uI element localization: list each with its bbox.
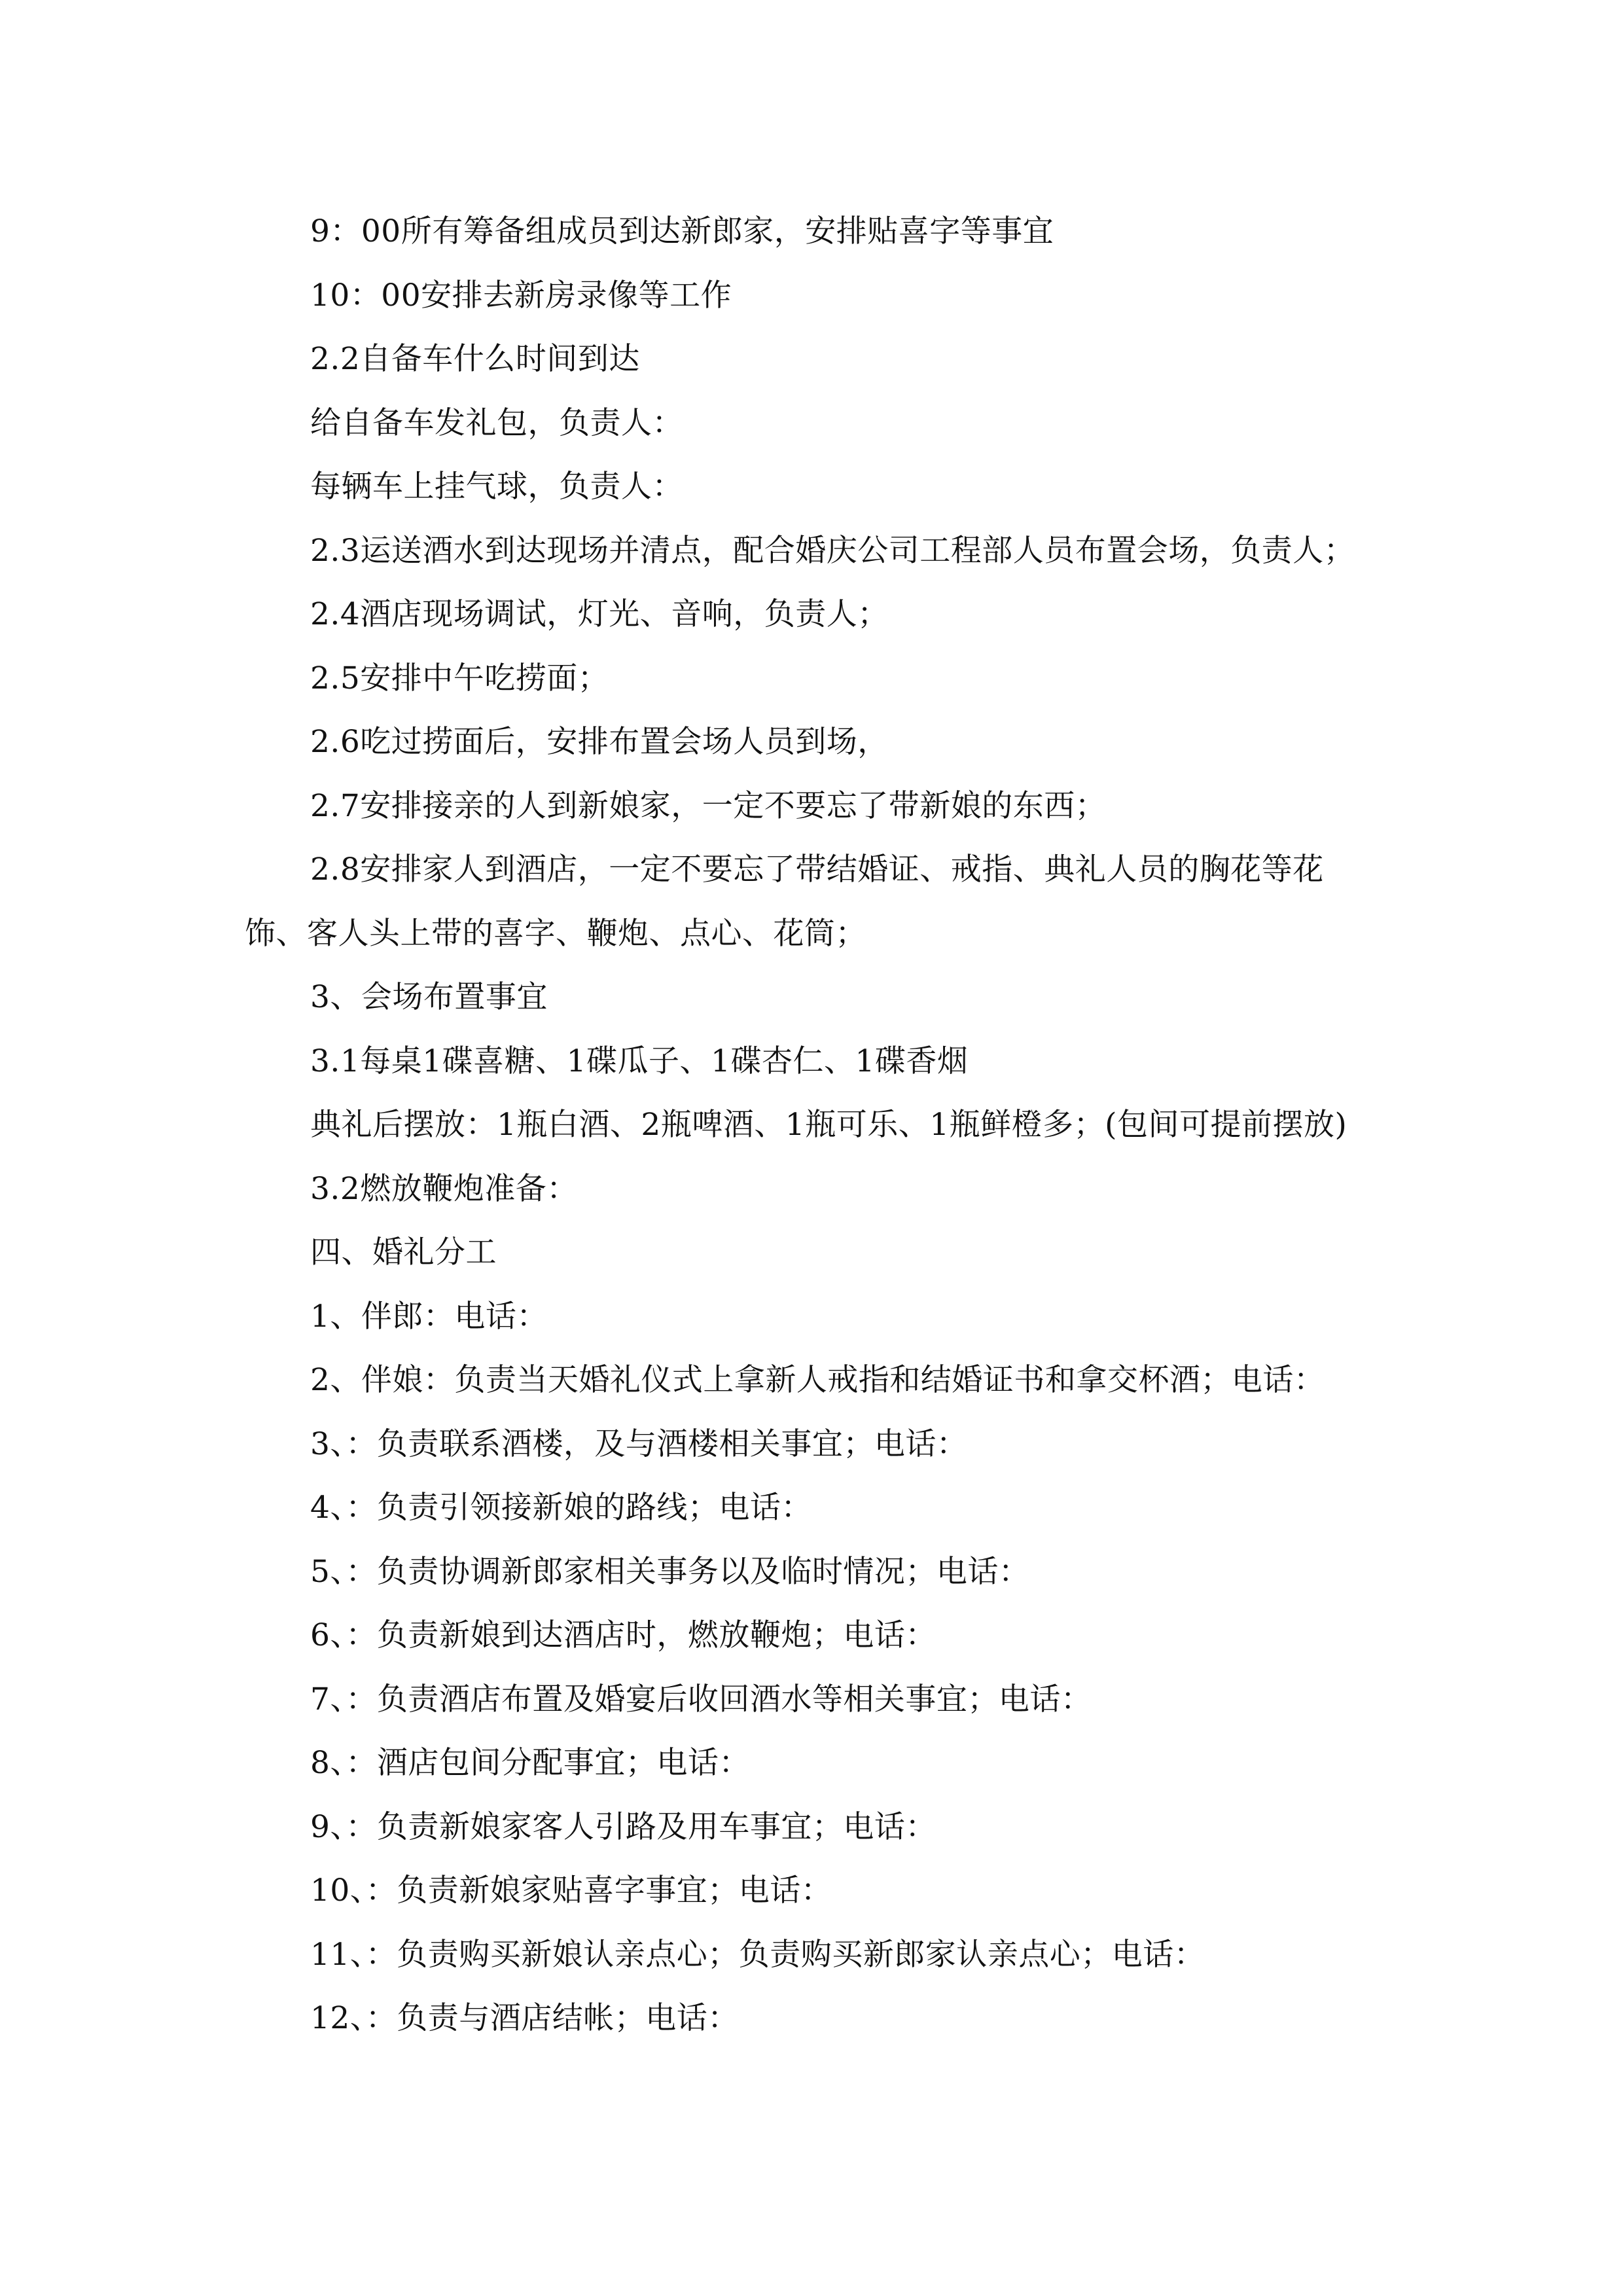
text-line: 典礼后摆放：1瓶白酒、2瓶啤酒、1瓶可乐、1瓶鲜橙多；(包间可提前摆放) <box>310 1107 1347 1143</box>
text-line: 5、：负责协调新郎家相关事务以及临时情况；电话： <box>310 1553 1030 1590</box>
text-line: 2.6吃过捞面后，安排布置会场人员到场， <box>310 724 889 760</box>
text-line: 4、：负责引领接新娘的路线；电话： <box>310 1490 812 1526</box>
section-heading: 3、会场布置事宜 <box>310 979 548 1015</box>
text-line: 2、伴娘：负责当天婚礼仪式上拿新人戒指和结婚证书和拿交杯酒；电话： <box>310 1362 1325 1398</box>
text-line: 11、：负责购买新娘认亲点心；负责购买新郎家认亲点心；电话： <box>310 1936 1205 1973</box>
text-line: 给自备车发礼包，负责人： <box>310 404 683 441</box>
text-line: 2.2自备车什么时间到达 <box>310 341 640 377</box>
text-line: 2.7安排接亲的人到新娘家，一定不要忘了带新娘的东西； <box>310 787 1107 824</box>
text-line: 9：00所有筹备组成员到达新郎家，安排贴喜字等事宜 <box>310 213 1054 249</box>
text-line: 6、：负责新娘到达酒店时，燃放鞭炮；电话： <box>310 1617 936 1653</box>
text-line: 1、伴郎：电话： <box>310 1298 548 1335</box>
text-line: 2.5安排中午吃捞面； <box>310 660 609 696</box>
text-line: 3、：负责联系酒楼，及与酒楼相关事宜；电话： <box>310 1426 968 1462</box>
text-line: 2.8安排家人到酒店，一定不要忘了带结婚证、戒指、典礼人员的胸花等花 <box>310 852 1324 888</box>
text-line: 9、：负责新娘家客人引路及用车事宜；电话： <box>310 1808 936 1845</box>
text-line: 12、：负责与酒店结帐；电话： <box>310 2000 739 2036</box>
text-line: 8、：酒店包间分配事宜；电话： <box>310 1745 750 1781</box>
text-line: 3.1每桌1碟喜糖、1碟瓜子、1碟杏仁、1碟香烟 <box>310 1043 969 1079</box>
text-line: 2.4酒店现场调试，灯光、音响，负责人； <box>310 596 889 632</box>
text-line: 2.3运送酒水到达现场并清点，配合婚庆公司工程部人员布置会场，负责人； <box>310 532 1355 569</box>
text-line: 10、：负责新娘家贴喜字事宜；电话： <box>310 1873 832 1909</box>
text-line: 7、：负责酒店布置及婚宴后收回酒水等相关事宜；电话： <box>310 1681 1092 1717</box>
text-line: 10：00安排去新房录像等工作 <box>310 277 732 314</box>
text-line-continuation: 饰、客人头上带的喜字、鞭炮、点心、花筒； <box>245 915 866 952</box>
document-body <box>245 200 1380 2051</box>
text-line: 3.2燃放鞭炮准备： <box>310 1170 578 1207</box>
section-heading: 四、婚礼分工 <box>310 1234 497 1270</box>
text-line: 每辆车上挂气球，负责人： <box>310 469 683 505</box>
